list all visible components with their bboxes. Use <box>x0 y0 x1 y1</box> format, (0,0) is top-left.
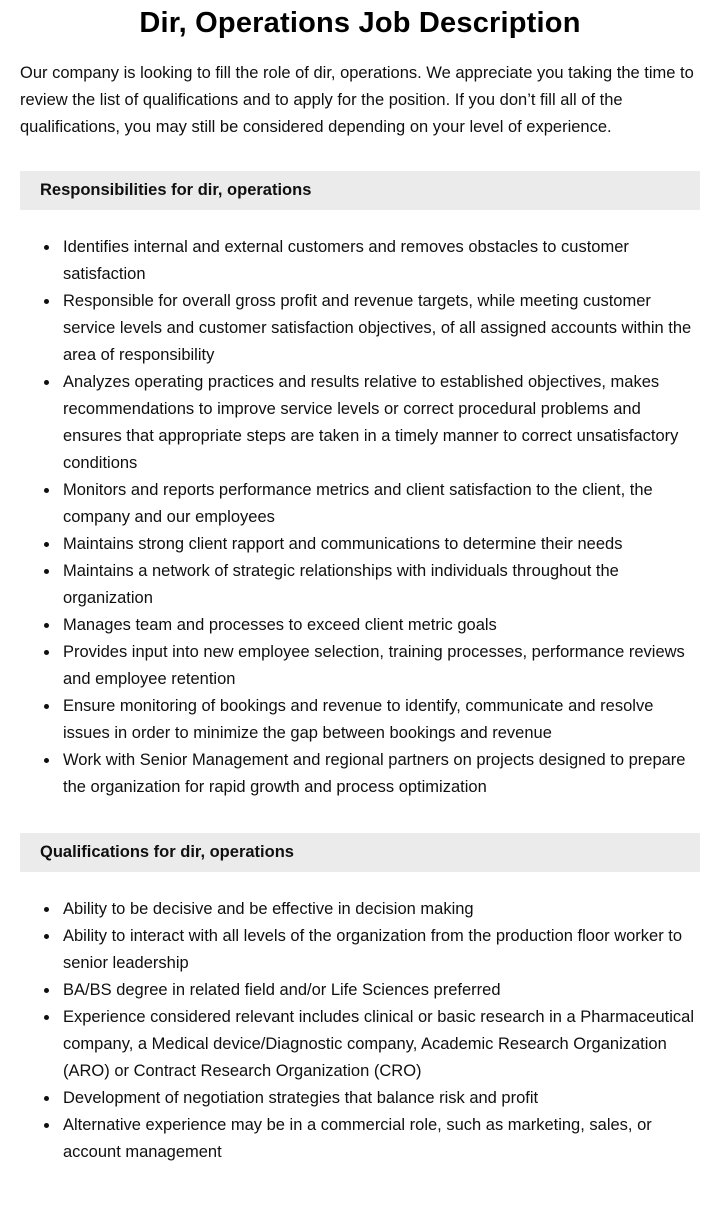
list-item: • BA/BS degree in related field and/or Life Sciences preferred <box>60 977 700 1004</box>
responsibilities-list <box>20 234 700 801</box>
list-item: • Experience considered relevant includes clinical or basic research in a Pharmaceutical company, a Medical device/Diagnostic company, Academic Research Organization (ARO) or Contract Research Organization (CRO) <box>60 1004 700 1085</box>
list-item: • Responsible for overall gross profit and revenue targets, while meeting customer service levels and customer satisfaction objectives, of all assigned accounts within the area of responsibility <box>60 288 700 369</box>
page-title: Dir, Operations Job Description <box>139 7 581 39</box>
list-item: • Alternative experience may be in a commercial role, such as marketing, sales, or account management <box>60 1112 700 1166</box>
list-item: • Identifies internal and external customers and removes obstacles to customer satisfaction <box>60 234 700 288</box>
list-item: • Manages team and processes to exceed client metric goals <box>60 612 700 639</box>
qualifications-section <box>20 833 700 1166</box>
list-item: • Development of negotiation strategies that balance risk and profit <box>60 1085 700 1112</box>
responsibilities-header: Responsibilities for dir, operations <box>20 171 700 210</box>
list-item: • Work with Senior Management and regional partners on projects designed to prepare the organization for rapid growth and process optimization <box>60 747 700 801</box>
list-item: • Provides input into new employee selection, training processes, performance reviews and employee retention <box>60 639 700 693</box>
list-item: • Ability to be decisive and be effective in decision making <box>60 896 700 923</box>
list-item: • Maintains a network of strategic relationships with individuals throughout the organization <box>60 558 700 612</box>
qualifications-header: Qualifications for dir, operations <box>20 833 700 872</box>
qualifications-list <box>20 896 700 1166</box>
list-item: • Monitors and reports performance metrics and client satisfaction to the client, the company and our employees <box>60 477 700 531</box>
responsibilities-section <box>20 171 700 801</box>
list-item: • Ability to interact with all levels of the organization from the production floor worker to senior leadership <box>60 923 700 977</box>
intro-paragraph: Our company is looking to fill the role of dir, operations. We appreciate you taking the time to review the list of qualifications and to apply for the position. If you don’t fill all of the qualifications, you may still be considered depending on your level of experience. <box>20 64 694 136</box>
list-item: • Ensure monitoring of bookings and revenue to identify, communicate and resolve issues in order to minimize the gap between bookings and revenue <box>60 693 700 747</box>
list-item: • Maintains strong client rapport and communications to determine their needs <box>60 531 700 558</box>
list-item: • Analyzes operating practices and results relative to established objectives, makes recommendations to improve service levels or correct procedural problems and ensures that appropriate steps are taken in a timely manner to correct unsatisfactory conditions <box>60 369 700 477</box>
